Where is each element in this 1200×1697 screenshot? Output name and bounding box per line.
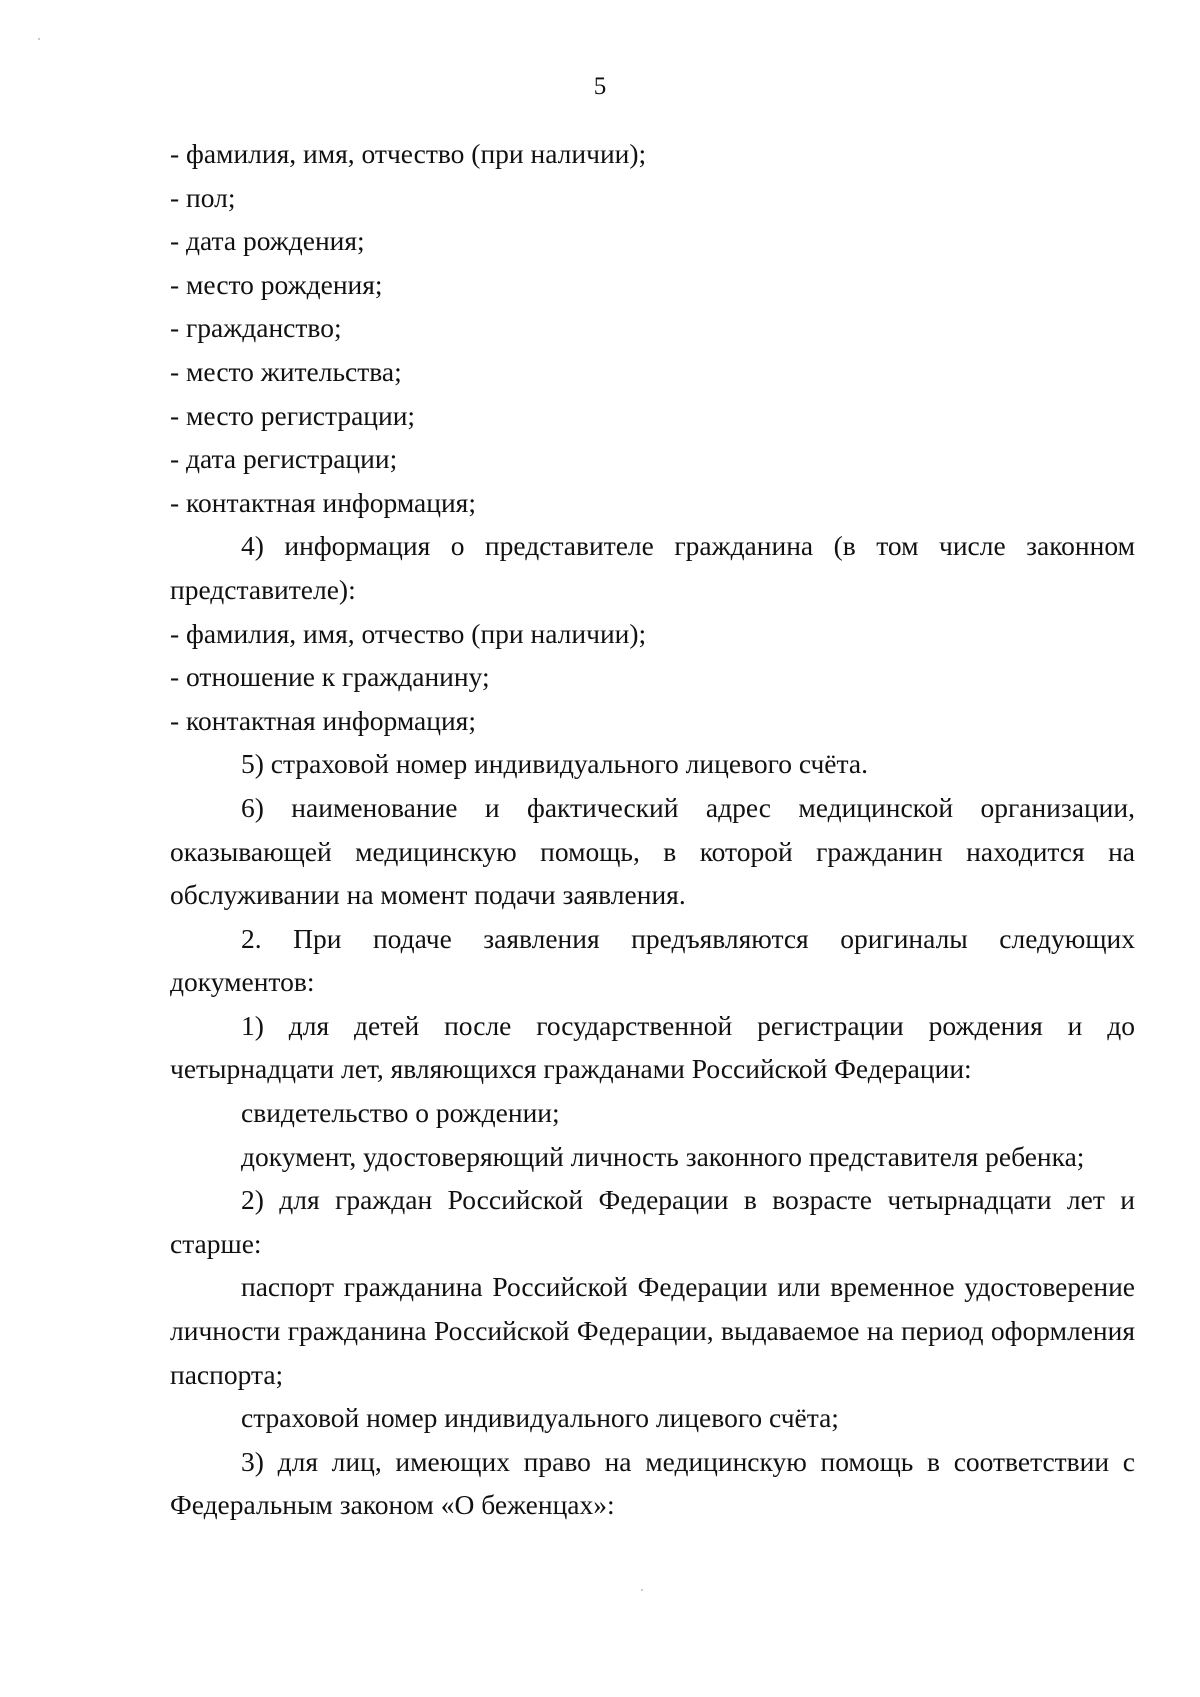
list-item-registration-place: - место регистрации; bbox=[170, 399, 416, 431]
list-item-full-name: - фамилия, имя, отчество (при наличии); bbox=[170, 138, 647, 169]
paragraph-children-under-14: 1) для детей после государственной регистрации рождения и до четырнадцати лет, являющихся гражданами Российской Федерации: bbox=[170, 1009, 1135, 1085]
list-item-birth-place: - место рождения; bbox=[170, 268, 383, 300]
paragraph-citizens-14-plus: 2) для граждан Российской Федерации в возрасте четырнадцати лет и старше: bbox=[170, 1184, 1135, 1259]
list-item-sex: - пол; bbox=[170, 181, 236, 213]
list-item-rep-full-name: - фамилия, имя, отчество (при наличии); bbox=[170, 617, 647, 649]
list-item-registration-date: - дата регистрации; bbox=[170, 443, 398, 475]
paragraph-original-documents: 2. При подаче заявления предъявляются оригиналы следующих документов: bbox=[170, 922, 1135, 998]
paragraph-passport: паспорт гражданина Российской Федерации или временное удостоверение личности гражданина Российской Федерации, выдаваемое на период оформления паспорта; bbox=[170, 1271, 1135, 1390]
scan-speck bbox=[641, 1589, 643, 1591]
list-item-rep-relation: - отношение к гражданину; bbox=[170, 661, 490, 693]
paragraph-representative-id: документ, удостоверяющий личность законного представителя ребенка; bbox=[241, 1140, 1085, 1172]
page-number: 5 bbox=[593, 73, 607, 100]
scan-speck bbox=[38, 38, 40, 40]
paragraph-medical-organization: 6) наименование и фактический адрес медицинской организации, оказывающей медицинскую помощь, в которой гражданин находится на обслуживании на момент подачи заявления. bbox=[170, 791, 1135, 911]
list-item-contact-info: - контактная информация; bbox=[170, 486, 476, 518]
paragraph-snils: страховой номер индивидуального лицевого счёта; bbox=[241, 1402, 839, 1434]
document-body bbox=[170, 132, 1135, 1527]
paragraph-refugees: 3) для лиц, имеющих право на медицинскую помощь в соответствии с Федеральным законом «О беженцах»: bbox=[170, 1445, 1135, 1521]
list-item-residence: - место жительства; bbox=[170, 355, 402, 387]
paragraph-representative-info: 4) информация о представителе гражданина (в том числе законном представителе): bbox=[170, 530, 1135, 605]
paragraph-birth-certificate: свидетельство о рождении; bbox=[241, 1097, 560, 1129]
list-item-birth-date: - дата рождения; bbox=[170, 225, 365, 257]
list-item-rep-contact-info: - контактная информация; bbox=[170, 704, 476, 736]
list-item-citizenship: - гражданство; bbox=[170, 312, 342, 344]
paragraph-insurance-number: 5) страховой номер индивидуального лицевого счёта. bbox=[241, 748, 868, 780]
